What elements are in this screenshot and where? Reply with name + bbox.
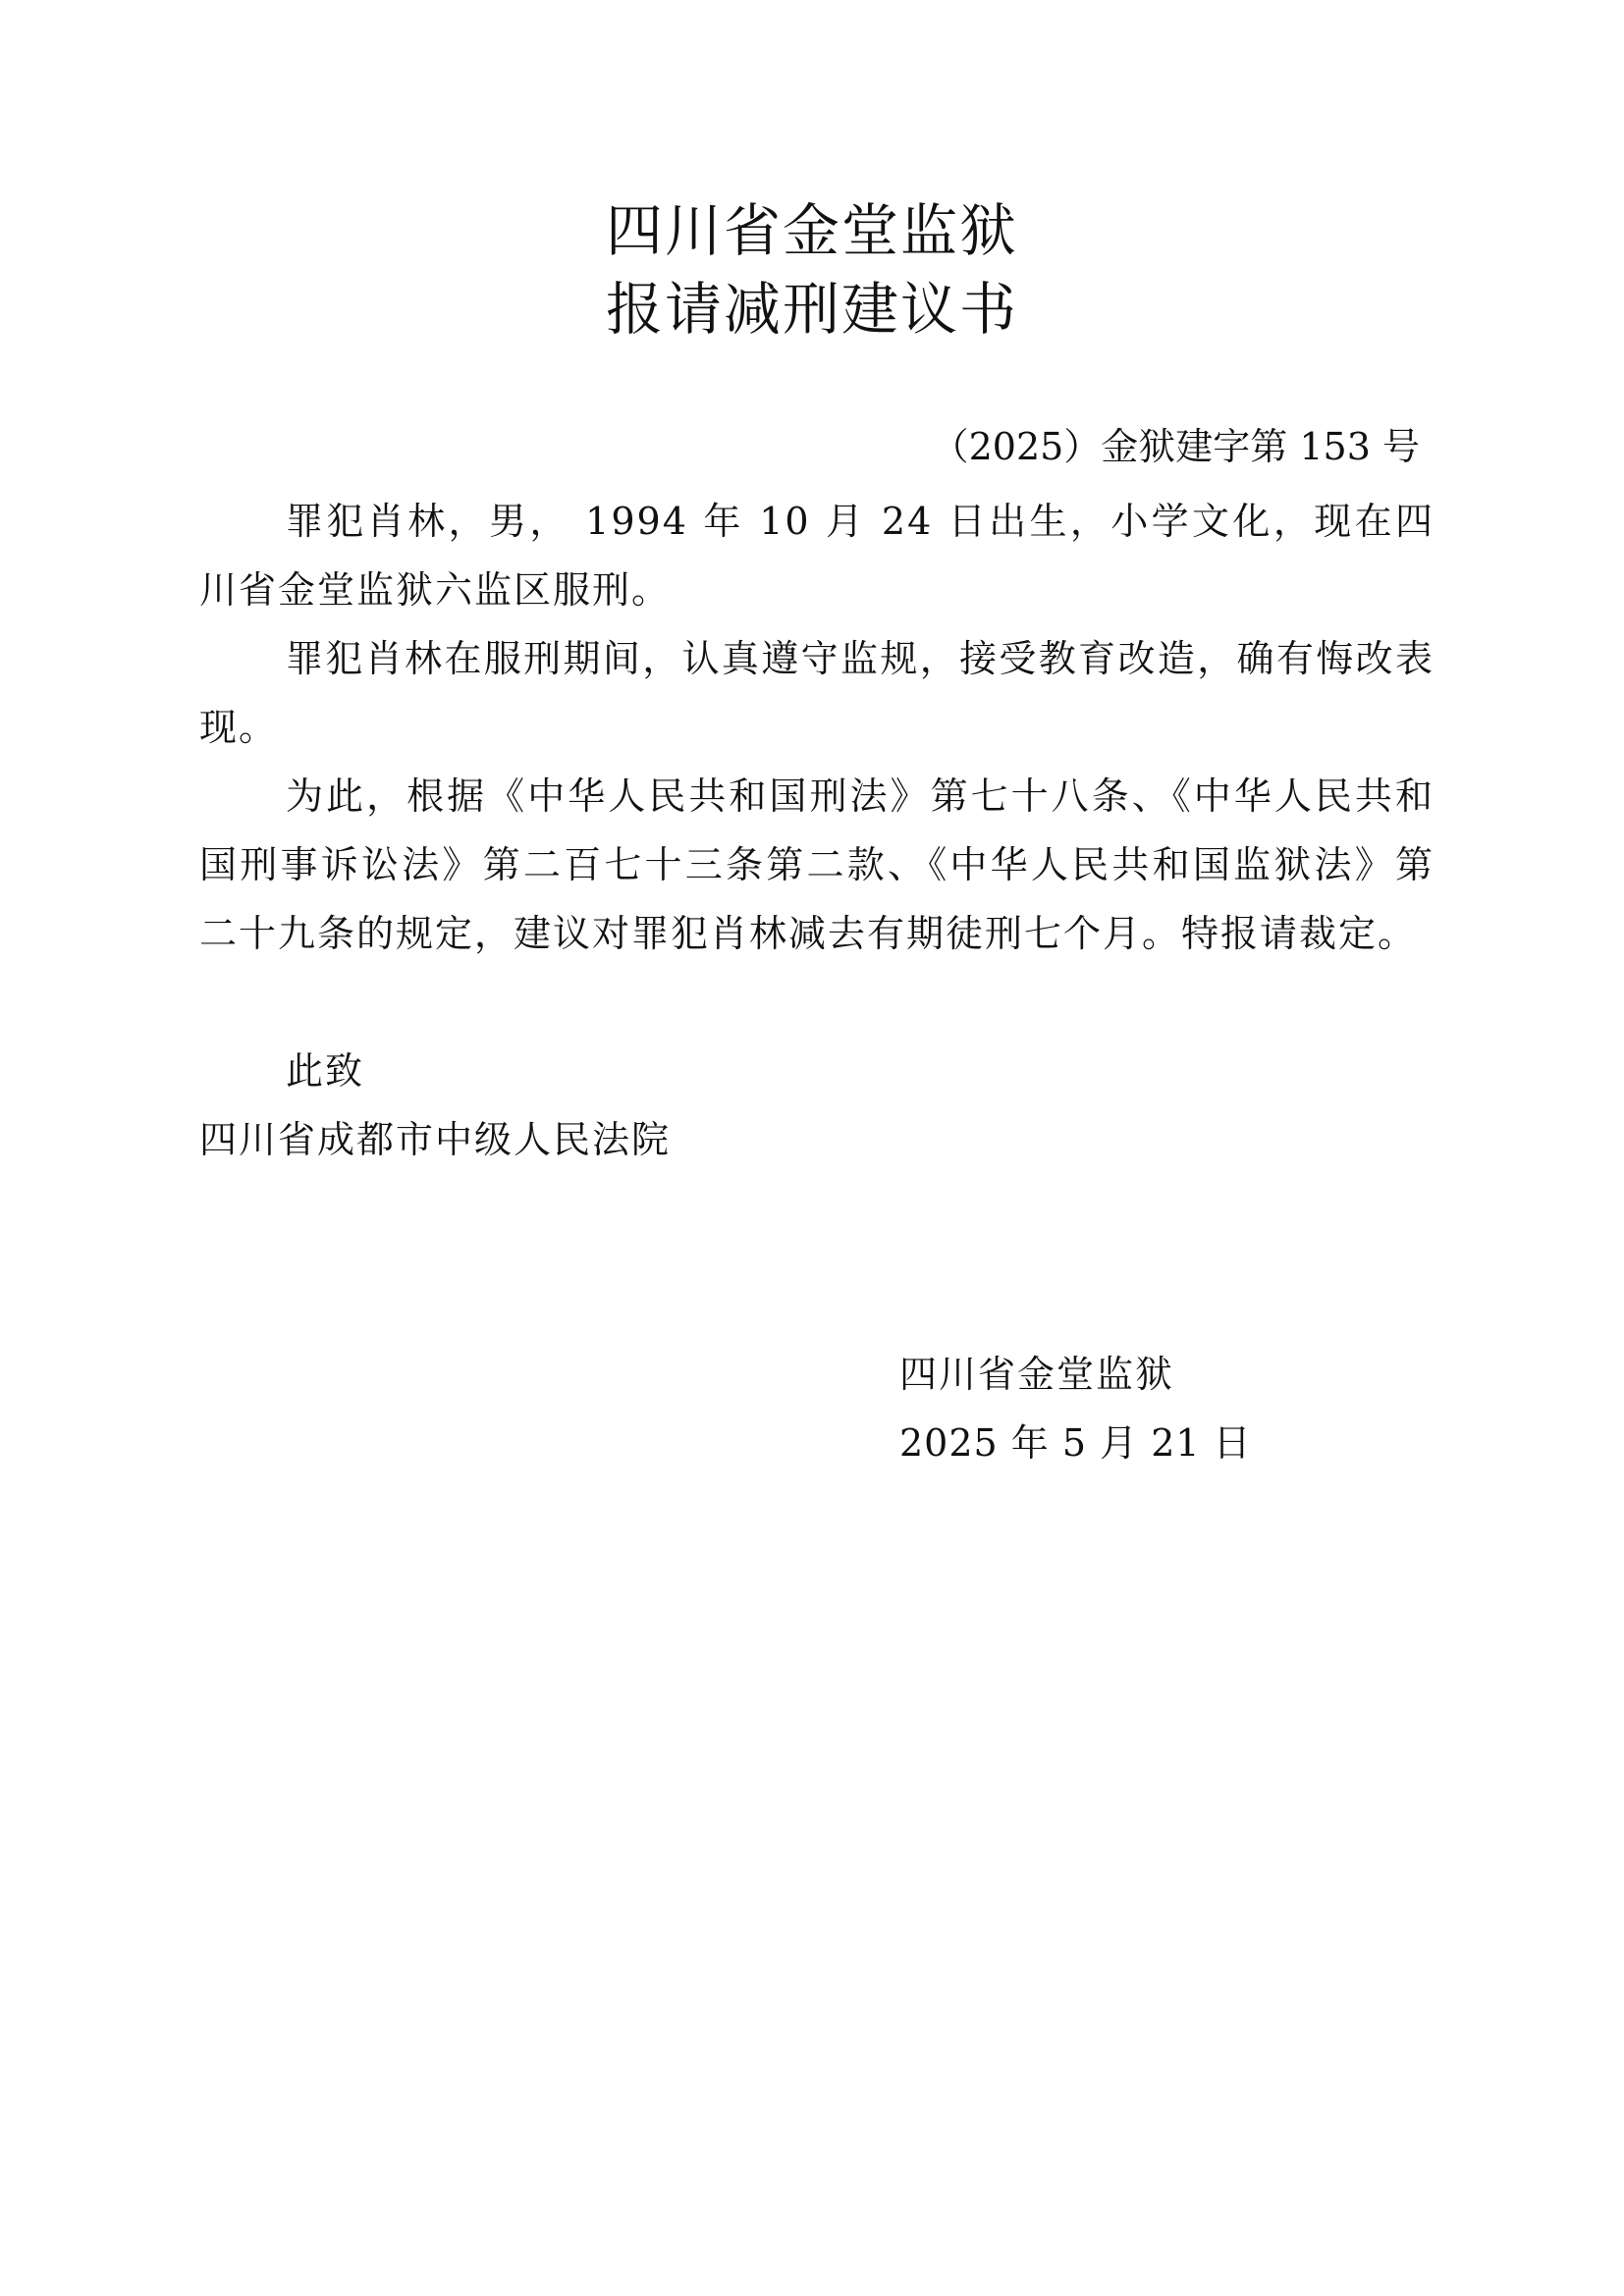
paragraph-salutation: 此致 xyxy=(286,1049,365,1093)
document-title-line1: 四川省金堂监狱 xyxy=(605,197,1018,264)
signature-date: 2025 年 5 月 21 日 xyxy=(899,1421,1252,1465)
paragraph-legal-basis: 为此，根据《中华人民共和国刑法》第七十八条、《中华人民共和国刑事诉讼法》第二百七十三条第二款、《中华人民共和国监狱法》第二十九条的规定，建议对罪犯肖林减去有期徒刑七个月。特报请裁定。 xyxy=(199,774,1435,955)
recipient-court: 四川省成都市中级人民法院 xyxy=(199,1118,672,1161)
paragraph-inmate-info: 罪犯肖林，男， 1994 年 10 月 24 日出生，小学文化，现在四川省金堂监狱六监区服刑。 xyxy=(199,500,1435,612)
document-number: （2025）金狱建字第 153 号 xyxy=(931,425,1420,468)
document-title-line2: 报请减刑建议书 xyxy=(605,276,1018,343)
paragraph-behavior: 罪犯肖林在服刑期间，认真遵守监规，接受教育改造，确有悔改表现。 xyxy=(199,637,1435,749)
signature-organization: 四川省金堂监狱 xyxy=(899,1353,1175,1396)
